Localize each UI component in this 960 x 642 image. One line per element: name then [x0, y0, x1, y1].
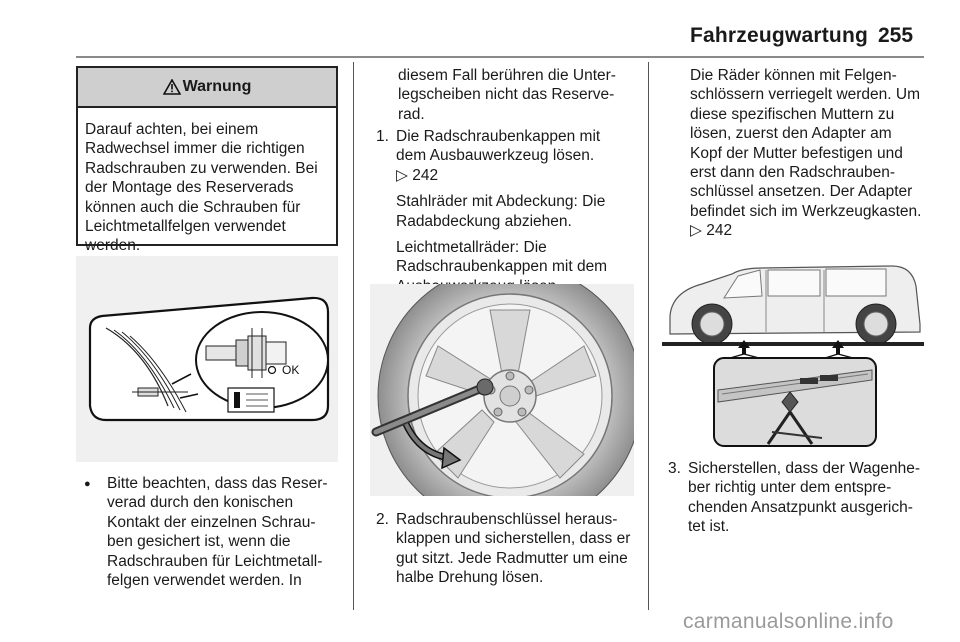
header-divider	[76, 56, 924, 58]
page-reference: ▷ 242	[396, 166, 439, 184]
step-number: 1.	[376, 128, 389, 145]
page-number: 255	[878, 24, 914, 47]
text-line: erst dann den Radschrauben-	[690, 164, 896, 182]
text-line: schlössern verriegelt werden. Um	[690, 86, 921, 104]
figure-van-jack	[662, 262, 924, 462]
warning-header	[78, 68, 336, 108]
step-1-text	[396, 127, 644, 296]
step-number: 2.	[376, 511, 389, 528]
warning-line: der Montage des Reserverads	[85, 179, 294, 197]
step-3-text	[688, 459, 928, 537]
text-line: schlüssel ansetzen. Der Adapter	[690, 183, 913, 201]
alloy-wheel-illustration	[370, 284, 634, 496]
text-line: klappen und sicherstellen, dass er	[396, 530, 631, 548]
text-line: diesem Fall berühren die Unter-	[398, 67, 616, 84]
column-divider-right	[648, 62, 649, 610]
warning-line: Darauf achten, bei einem	[85, 121, 259, 138]
bullet-line: Bitte beachten, dass das Reser-	[107, 475, 328, 492]
text-line: diese spezifischen Muttern zu	[690, 105, 895, 123]
bullet-line: Kontakt der einzelnen Schrau-	[107, 513, 316, 531]
bullet-line: felgen verwendet werden. In	[107, 572, 302, 590]
text-line: Radschraubenschlüssel heraus-	[396, 511, 618, 528]
warning-triangle-icon	[163, 79, 181, 95]
text-line: Radabdeckung abziehen.	[396, 212, 572, 230]
warning-line: Radwechsel immer die richtigen	[85, 140, 305, 158]
text-line: legscheiben nicht das Reserve-	[398, 86, 615, 104]
warning-line: Radschrauben zu verwenden. Bei	[85, 159, 318, 177]
text-line: befindet sich im Werkzeugkasten.	[690, 202, 922, 220]
text-line: chenden Ansatzpunkt ausgerich-	[688, 498, 913, 516]
warning-box	[76, 66, 338, 255]
page-title: Fahrzeugwartung	[690, 24, 869, 47]
warning-line: können auch die Schrauben für	[85, 198, 301, 216]
text-line: Leichtmetallräder: Die	[396, 239, 547, 257]
watermark-link[interactable]: carmanualsonline.info	[683, 610, 894, 633]
bullet-line: verad durch den konischen	[107, 494, 294, 512]
step-2-text	[396, 510, 648, 588]
bullet-icon: ●	[84, 478, 91, 490]
text-line: gut sitzt. Jede Radmutter um eine	[396, 549, 628, 567]
text-line: Kopf der Mutter befestigen und	[690, 144, 903, 162]
wheel-bolt-illustration	[76, 256, 338, 462]
warning-line: werden.	[85, 237, 141, 255]
text-line: rad.	[398, 105, 425, 123]
text-line: Stahlräder mit Abdeckung: Die	[396, 193, 606, 211]
lock-nut-paragraph	[690, 66, 928, 241]
warning-title: Warnung	[182, 78, 252, 95]
text-line: halbe Drehung lösen.	[396, 569, 544, 587]
figure-alloy-wheel	[370, 284, 634, 496]
ok-label: OK	[282, 363, 300, 377]
text-line: tet ist.	[688, 518, 730, 536]
column-divider-left	[353, 62, 354, 610]
bullet-line: ben gesichert ist, wenn die	[107, 533, 291, 551]
text-line: Sicherstellen, dass der Wagenhe-	[688, 460, 921, 477]
text-line: Die Radschraubenkappen mit	[396, 128, 601, 145]
warning-text	[78, 108, 336, 256]
bullet-line: Radschrauben für Leichtmetall-	[107, 552, 323, 570]
warning-line: Leichtmetallfelgen verwendet	[85, 218, 286, 236]
text-line: Die Räder können mit Felgen-	[690, 67, 897, 84]
continued-text	[398, 66, 644, 124]
figure-wheel-bolt	[76, 256, 338, 462]
text-line: dem Ausbauwerkzeug lösen.	[396, 147, 595, 165]
page-reference: ▷ 242	[690, 222, 733, 240]
text-line: ber richtig unter dem entspre-	[688, 479, 892, 497]
text-line: lösen, zuerst den Adapter am	[690, 125, 892, 143]
step-number: 3.	[668, 460, 681, 477]
van-jack-illustration	[662, 262, 924, 462]
text-line: Radschraubenkappen mit dem	[396, 258, 608, 276]
